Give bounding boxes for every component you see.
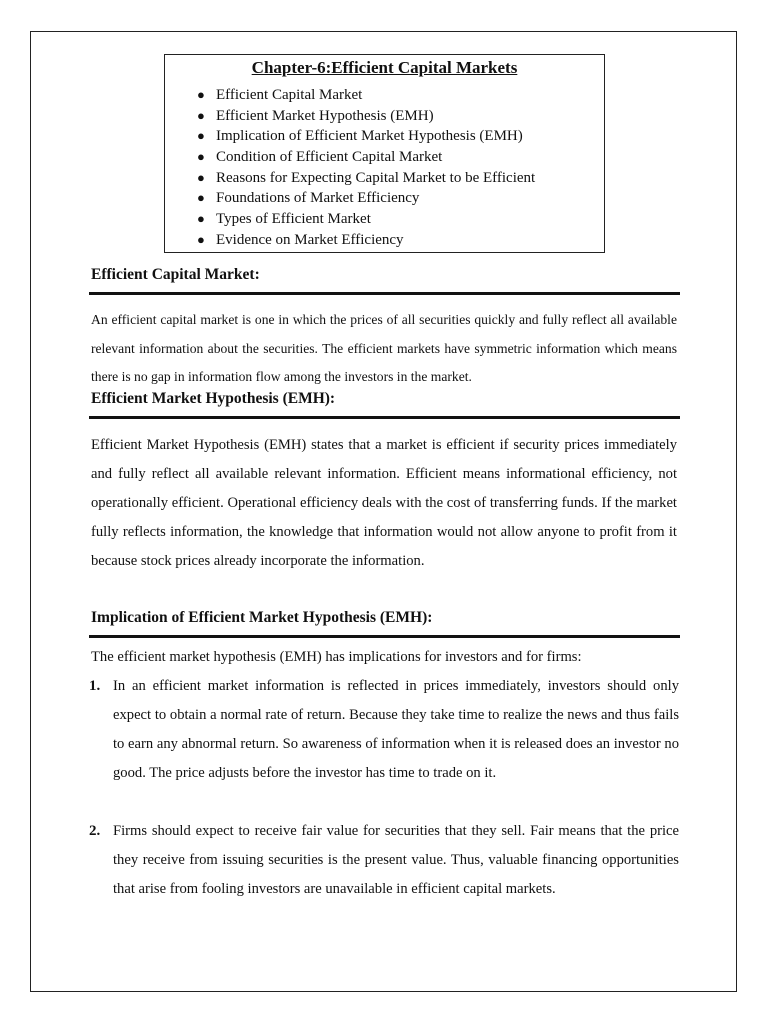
contents-item-label: Efficient Capital Market bbox=[216, 87, 363, 103]
point-text: In an efficient market information is reflected in prices immediately, investors should only expect to obtain a normal rate of return. Because they take time to realize the news and thus fails to earn any abnormal return. So awareness of information when it is released does an investor no good. The price adjusts before the investor has time to trade on it. bbox=[113, 678, 679, 781]
bullet-icon: ● bbox=[197, 128, 205, 144]
contents-item-label: Reasons for Expecting Capital Market to be Efficient bbox=[216, 169, 536, 186]
chapter-contents-list bbox=[195, 85, 535, 251]
contents-item bbox=[195, 126, 535, 147]
point-number: 1. bbox=[89, 678, 101, 694]
bullet-icon: ● bbox=[197, 87, 205, 102]
bullet-icon: ● bbox=[197, 149, 205, 165]
section-divider bbox=[89, 635, 680, 638]
contents-item bbox=[195, 168, 535, 189]
bullet-icon: ● bbox=[197, 231, 205, 247]
paragraph-emh: Efficient Market Hypothesis (EMH) states that a market is efficient if security prices immediately and fully reflect all available relevant information. Efficient means informational efficiency, not operationally efficient. Operational efficiency deals with the cost of transferring funds. If the market fully reflects information, the knowledge that information would not allow anyone to profit from it because stock prices already incorporate the information. bbox=[91, 437, 677, 569]
implication-intro: The efficient market hypothesis (EMH) has implications for investors and for firms: bbox=[91, 649, 582, 665]
contents-item-label: Types of Efficient Market bbox=[216, 211, 371, 228]
contents-item-label: Efficient Market Hypothesis (EMH) bbox=[216, 107, 434, 124]
contents-item-label: Implication of Efficient Market Hypothesis (EMH) bbox=[216, 128, 523, 145]
paragraph-efficient-capital-market: An efficient capital market is one in which the prices of all securities quickly and fully reflect all available relevant information about the securities. The efficient markets have symmetric information which means there is no gap in information flow among the investors in the market. bbox=[91, 312, 677, 385]
section-divider bbox=[89, 416, 680, 419]
bullet-icon: ● bbox=[197, 169, 205, 185]
numbered-point bbox=[89, 817, 679, 904]
section-heading-implication: Implication of Efficient Market Hypothesis (EMH): bbox=[91, 609, 433, 626]
bullet-icon: ● bbox=[197, 107, 205, 123]
contents-item bbox=[195, 230, 535, 251]
point-text: Firms should expect to receive fair value for securities that they sell. Fair means that the price they receive from issuing securities is the present value. Thus, valuable financing opportunities that arise from fooling investors are unavailable in efficient capital markets. bbox=[113, 823, 679, 897]
contents-item-label: Condition of Efficient Capital Market bbox=[216, 149, 443, 166]
contents-item bbox=[195, 147, 535, 168]
section-divider bbox=[89, 292, 680, 295]
contents-item-label: Evidence on Market Efficiency bbox=[216, 231, 404, 248]
section-heading-efficient-capital-market: Efficient Capital Market: bbox=[91, 266, 260, 283]
bullet-icon: ● bbox=[197, 190, 205, 206]
contents-item bbox=[195, 85, 535, 106]
section-heading-emh: Efficient Market Hypothesis (EMH): bbox=[91, 390, 336, 407]
contents-item-label: Foundations of Market Efficiency bbox=[216, 190, 420, 207]
chapter-contents-box bbox=[164, 54, 605, 253]
contents-item bbox=[195, 209, 535, 230]
contents-item bbox=[195, 106, 535, 127]
contents-item bbox=[195, 188, 535, 209]
chapter-title: Chapter-6:Efficient Capital Markets bbox=[251, 58, 518, 77]
point-number: 2. bbox=[89, 823, 101, 839]
bullet-icon: ● bbox=[197, 211, 205, 227]
numbered-point bbox=[89, 672, 679, 788]
